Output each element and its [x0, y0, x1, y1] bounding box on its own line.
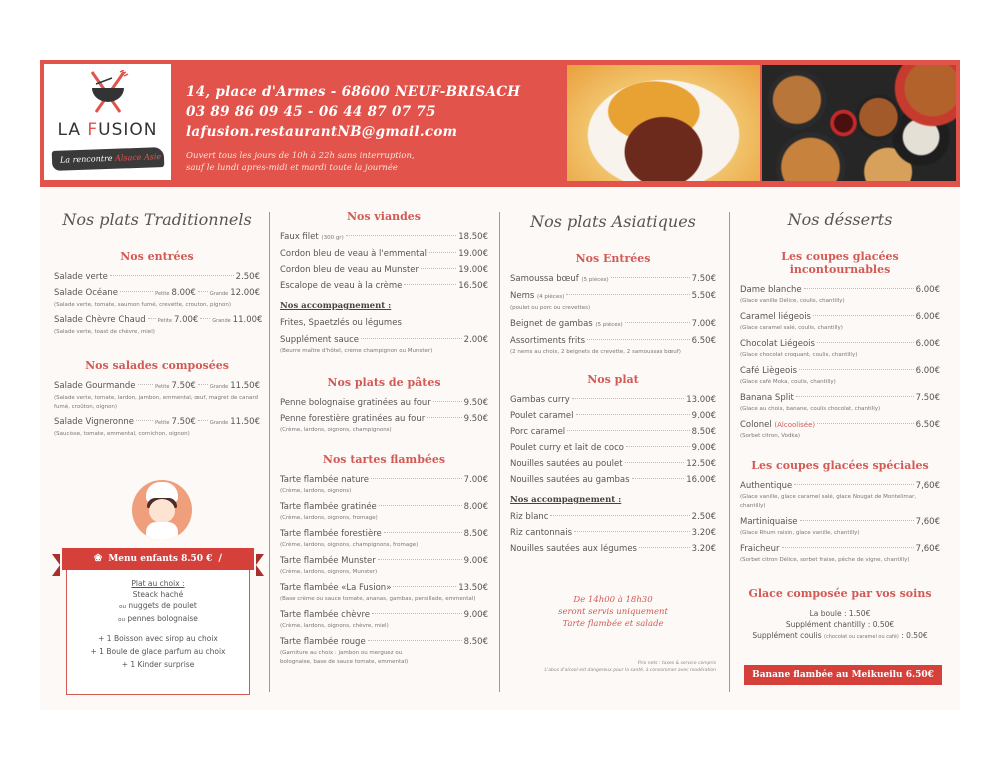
menu-item: Chocolat Liégeois 6.00€ (Glace chocolat croquant, coulis, chantilly) [740, 339, 940, 358]
menu-item: Penne forestière gratinées au four 9.50€ (Crème, lardons, oignons, champignons) [280, 414, 488, 433]
bowl-fork-knife-icon [82, 70, 134, 116]
menu-item: Martiniquaise 7,60€ (Glace Rhum raisin, glace vanille, chantilly) [740, 517, 940, 536]
asian-accompagnement-title: Nos accompagnement : [510, 495, 622, 505]
composee-prices: La boule : 1.50€ Supplément chantilly : 0.50€ Supplément coulis (chocolat ou caramel ou café) : 0.50€ [752, 609, 928, 640]
menu-item: Banana Split 7.50€ (Glace au choix, banane, coulis chocolat, chantilly) [740, 393, 940, 412]
accompagnement-title: Nos accompagnement : [280, 301, 392, 311]
menu-item: Salade Gourmande Petite 7.50€ Grande 11.50€ (Salade verte, tomate, lardon, jambon, emmental, œuf, magret de canard fumé, croûton, oignon) [54, 381, 260, 410]
menu-item: Supplément sauce 2.00€ (Beurre maître d'hôtel, crème champignon ou Munster) [280, 335, 488, 354]
menu-item: Nouilles sautées aux légumes 3.20€ [510, 544, 716, 554]
viandes-column [280, 200, 488, 667]
menu-item: Colonel (Alcoolisée) 6.50€ (Sorbet citron, Vodka) [740, 420, 940, 439]
menu-page [40, 60, 960, 710]
menu-item: Caramel liégeois 6.00€ (Glace caramel salé, coulis, chantilly) [740, 312, 940, 331]
menu-item: Cordon bleu de veau à l'emmental 19.00€ [280, 249, 488, 259]
column-divider [729, 212, 730, 692]
menu-item: Assortiments frits 6.50€ (2 nems au choix, 2 beignets de crevette, 2 samoussas bœuf) [510, 336, 716, 355]
menu-item: Salade verte 2.50€ [54, 272, 260, 282]
logo-tagline: La rencontre Alsace Asie [52, 147, 165, 171]
menu-item: Penne bolognaise gratinées au four 9.50€ [280, 398, 488, 408]
menu-item: Tarte flambée chèvre 9.00€ (Crème, lardons, oignons, chèvre, miel) [280, 610, 488, 629]
menu-item: Dame blanche 6.00€ (Glace vanille Délice, coulis, chantilly) [740, 285, 940, 304]
kids-menu-box: Plat au choix : Steack haché ou nuggets de poulet ou pennes bolognaise + 1 Boisson avec sirop au choix + 1 Boule de glace parfum au choix + 1 Kinder surprise [66, 565, 250, 695]
viandes-title: Nos viandes [347, 210, 421, 223]
email-link[interactable]: lafusion.restaurantNB@gmail.com [186, 124, 458, 140]
menu-item: Tarte flambée forestière 8.50€ (Crème, lardons, oignons, champignons, fromage) [280, 529, 488, 548]
traditionnels-column [54, 200, 263, 439]
asiatiques-column [510, 200, 716, 674]
menu-item: Café Liègeois 6.00€ (Glace café Moka, coulis, chantilly) [740, 366, 940, 385]
section-heading: Nos plats Traditionnels [62, 210, 252, 229]
menu-item: Tarte flambée Munster 9.00€ (Crème, lardons, oignons, Munster) [280, 556, 488, 575]
section-heading: Nos désserts [787, 210, 893, 229]
opening-hours: Ouvert tous les jours de 10h à 22h sans interruption, sauf le lundi apres-midi et mardi toute la journée [186, 151, 415, 173]
column-divider [269, 212, 270, 692]
menu-item: Samoussa bœuf (5 pièces) 7.50€ [510, 274, 716, 284]
menu-item: Escalope de veau à la crème 16.50€ [280, 281, 488, 291]
menu-item: Fraicheur 7,60€ (Sorbet citron Délice, sorbet fraise, pêche de vigne, chantilly) [740, 544, 940, 563]
chef-girl-illustration [132, 480, 192, 540]
menu-item: Frites, Spaetzlés ou légumes [280, 318, 402, 328]
steak-frites-photo [567, 65, 760, 181]
asian-plats-title: Nos plat [587, 373, 639, 386]
menu-item: Salade Vigneronne Petite 7.50€ Grande 11.50€ (Saucisse, tomate, emmental, cornichon, oignon) [54, 417, 260, 437]
salades-title: Nos salades composées [85, 359, 229, 372]
afternoon-notice: De 14h00 à 18h30 seront servis uniquement Tarte flambée et salade [558, 595, 668, 629]
desserts-column [740, 200, 940, 685]
menu-item: Nouilles sautées au gambas 16.00€ [510, 475, 716, 485]
contact-info [186, 82, 520, 174]
section-heading: Nos plats Asiatiques [530, 212, 696, 231]
address: 14, place d'Armes - 68600 NEUF-BRISACH [186, 84, 521, 100]
logo-wordmark: LA FUSION [57, 120, 158, 140]
menu-item: Poulet caramel 9.00€ [510, 411, 716, 421]
menu-item: Gambas curry 13.00€ [510, 395, 716, 405]
menu-item: Beignet de gambas (5 pièces) 7.00€ [510, 319, 716, 329]
phone-numbers[interactable]: 03 89 86 09 45 - 06 44 87 07 75 [186, 104, 436, 120]
menu-item: Salade Chèvre Chaud Petite 7.00€ Grande 11.00€ (Salade verte, toast de chèvre, miel) [54, 315, 263, 335]
menu-item: Salade Océane Petite 8.00€ Grande 12.00€ (Salade verte, tomate, saumon fumé, crevette, crouton, pignon) [54, 288, 260, 308]
pates-title: Nos plats de pâtes [327, 376, 441, 389]
column-divider [499, 212, 500, 692]
rolling-pin-icon: ∕ [218, 553, 223, 564]
menu-item: Tarte flambée «La Fusion» 13.50€ (Base crème ou sauce tomate, ananas, gambas, persillade, emmental) [280, 583, 488, 602]
logo [44, 64, 171, 180]
menu-item: Porc caramel 8.50€ [510, 427, 716, 437]
legal-notice: Prix nets : taxes & service compris L'abus d'alcool est dangereux pour la santé, à consommer avec modération [544, 661, 716, 673]
whisk-icon: ❀ [93, 553, 103, 564]
menu-item: Authentique 7,60€ (Glace vanille, glace caramel salé, glace Nougat de Montelimar, chantilly) [740, 481, 940, 509]
speciales-title: Les coupes glacées spéciales [751, 459, 929, 472]
header-banner [40, 60, 960, 187]
menu-item: Poulet curry et lait de coco 9.00€ [510, 443, 716, 453]
menu-item: Tarte flambée gratinée 8.00€ (Crème, lardons, oignons, fromage) [280, 502, 488, 521]
kids-menu-ribbon: ❀ Menu enfants 8.50 € ∕ [62, 548, 254, 570]
menu-item: Tarte flambée rouge 8.50€ (Garniture au choix : jambon ou merguez ou bolognaise, base de sauce tomate, emmental) [280, 637, 488, 665]
tartes-title: Nos tartes flambées [322, 453, 446, 466]
asian-dishes-photo [762, 65, 956, 181]
menu-item: Nouilles sautées au poulet 12.50€ [510, 459, 716, 469]
composee-title: Glace composée par vos soins [748, 587, 932, 600]
incontournables-title: Les coupes glacées incontournables [781, 250, 899, 276]
asian-entrees-title: Nos Entrées [575, 252, 651, 265]
menu-item: Nems (4 pièces) 5.50€ (poulet ou porc ou crevettes) [510, 291, 716, 311]
menu-item: Faux filet (300 gr) 18.50€ [280, 232, 488, 242]
menu-item: Riz cantonnais 3.20€ [510, 528, 716, 538]
menu-item: Tarte flambée nature 7.00€ (Crème, lardons, oignons) [280, 475, 488, 494]
menu-item: Riz blanc 2.50€ [510, 512, 716, 522]
banane-flambee-banner: Banane flambée au Meikueilu 6.50€ [744, 665, 942, 685]
menu-item: Cordon bleu de veau au Munster 19.00€ [280, 265, 488, 275]
entrees-title: Nos entrées [120, 250, 194, 263]
